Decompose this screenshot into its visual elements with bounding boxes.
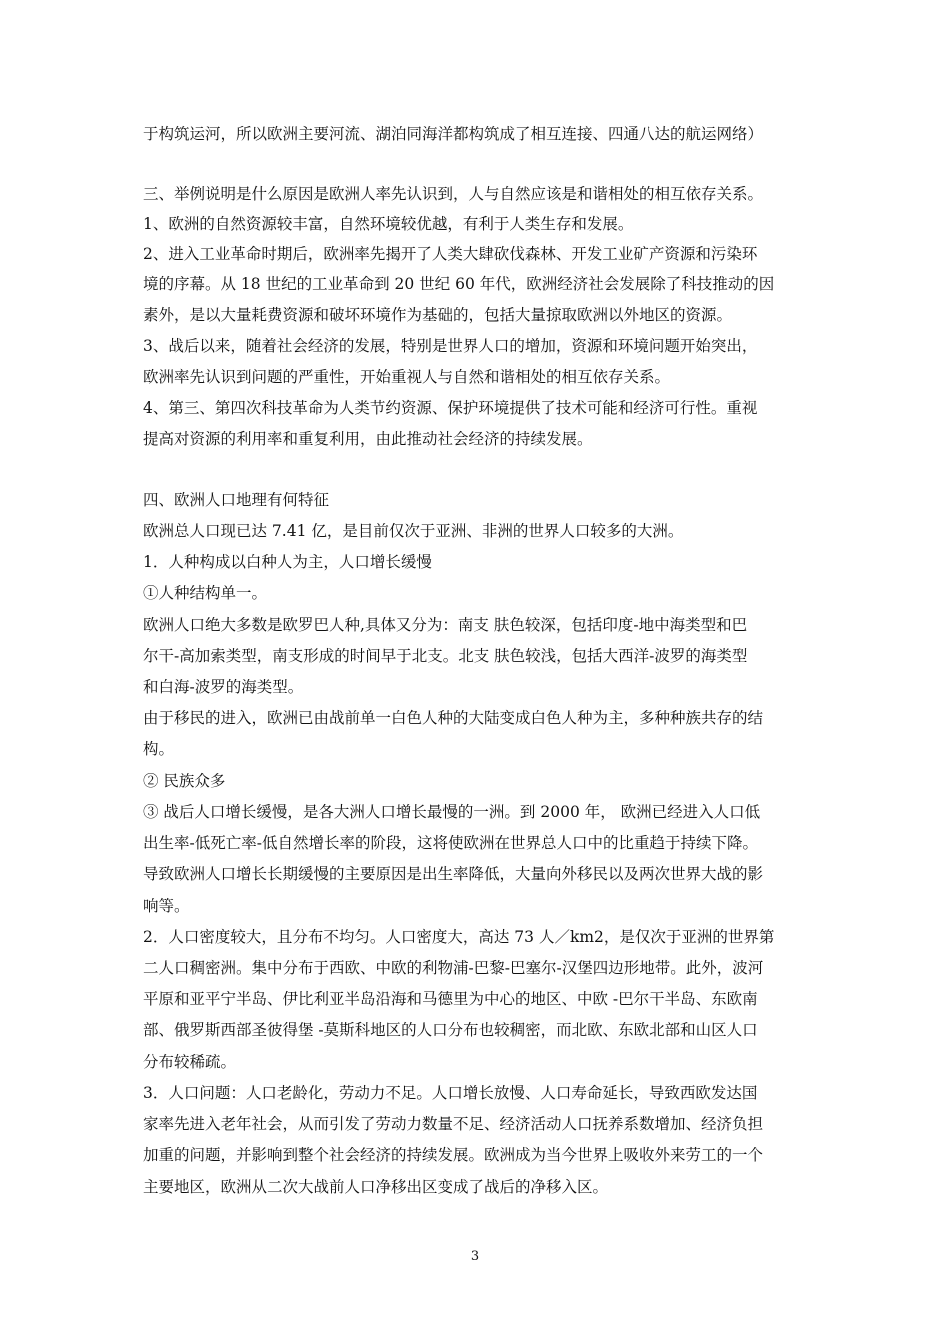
- text-line: 出生率-低死亡率-低自然增长率的阶段，这将使欧洲在世界总人口中的比重趋于持续下降。: [143, 834, 758, 852]
- text-line: 3、战后以来，随着社会经济的发展，特别是世界人口的增加，资源和环境问题开始突出，: [143, 337, 758, 355]
- text-line: 加重的问题，并影响到整个社会经济的持续发展。欧洲成为当今世界上吸收外来劳工的一个: [143, 1146, 764, 1164]
- text-line: ①人种结构单一。: [143, 584, 268, 602]
- text-line: 家率先进入老年社会，从而引发了劳动力数量不足、经济活动人口抚养系数增加、经济负担: [143, 1115, 764, 1133]
- text-line: 2、进入工业革命时期后，欧洲率先揭开了人类大肆砍伐森林、开发工业矿产资源和污染环: [143, 245, 758, 263]
- text-line: 由于移民的进入，欧洲已由战前单一白色人种的大陆变成白色人种为主，多种种族共存的结: [143, 709, 764, 727]
- text-line: 于构筑运河，所以欧洲主要河流、湖泊同海洋都构筑成了相互连接、四通八达的航运网络）: [143, 125, 764, 143]
- text-line: 1、欧洲的自然资源较丰富，自然环境较优越，有利于人类生存和发展。: [143, 215, 634, 233]
- text-line: 欧洲人口绝大多数是欧罗巴人种,具体又分为：南支 肤色较深，包括印度-地中海类型和巴: [143, 616, 748, 634]
- text-line: 2．人口密度较大，且分布不均匀。人口密度大，高达 73 人／km2，是仅次于亚洲的世界第: [143, 928, 775, 946]
- text-line: 境的序幕。从 18 世纪的工业革命到 20 世纪 60 年代，欧洲经济社会发展除了科技推动的因: [143, 275, 775, 293]
- text-line: ③ 战后人口增长缓慢，是各大洲人口增长最慢的一洲。到 2000 年， 欧洲已经进入人口低: [143, 803, 761, 821]
- page-number: 3: [470, 1249, 480, 1264]
- text-line: 4、第三、第四次科技革命为人类节约资源、保护环境提供了技术可能和经济可行性。重视: [143, 399, 758, 417]
- text-line: 3．人口问题：人口老龄化，劳动力不足。人口增长放慢、人口寿命延长，导致西欧发达国: [143, 1084, 758, 1102]
- text-line: 分布较稀疏。: [143, 1053, 237, 1071]
- text-line: ② 民族众多: [143, 772, 226, 790]
- text-line: 主要地区，欧洲从二次大战前人口净移出区变成了战后的净移入区。: [143, 1178, 609, 1196]
- text-line: 1．人种构成以白种人为主，人口增长缓慢: [143, 553, 432, 571]
- text-line: 尔干-高加索类型，南支形成的时间早于北支。北支 肤色较浅，包括大西洋-波罗的海类型: [143, 647, 748, 665]
- text-line: 欧洲总人口现已达 7.41 亿，是目前仅次于亚洲、非洲的世界人口较多的大洲。: [143, 522, 684, 540]
- text-line: 提高对资源的利用率和重复利用，由此推动社会经济的持续发展。: [143, 430, 593, 448]
- text-line: 和白海-波罗的海类型。: [143, 678, 304, 696]
- text-line: 导致欧洲人口增长长期缓慢的主要原因是出生率降低，大量向外移民以及两次世界大战的影: [143, 865, 764, 883]
- text-line: 构。: [143, 740, 175, 758]
- text-line: 欧洲率先认识到问题的严重性，开始重视人与自然和谐相处的相互依存关系。: [143, 368, 671, 386]
- text-line: 素外，是以大量耗费资源和破坏环境作为基础的，包括大量掠取欧洲以外地区的资源。: [143, 306, 733, 324]
- text-line: 平原和亚平宁半岛、伊比利亚半岛沿海和马德里为中心的地区、中欧 -巴尔干半岛、东欧南: [143, 990, 758, 1008]
- section-heading: 四、欧洲人口地理有何特征: [143, 491, 330, 509]
- section-heading: 三、举例说明是什么原因是欧洲人率先认识到，人与自然应该是和谐相处的相互依存关系。: [143, 185, 764, 203]
- text-line: 部、俄罗斯西部圣彼得堡 -莫斯科地区的人口分布也较稠密，而北欧、东欧北部和山区人口: [143, 1021, 758, 1039]
- text-line: 二人口稠密洲。集中分布于西欧、中欧的利物浦-巴黎-巴塞尔-汉堡四边形地带。此外，波河: [143, 959, 764, 977]
- text-line: 响等。: [143, 897, 190, 915]
